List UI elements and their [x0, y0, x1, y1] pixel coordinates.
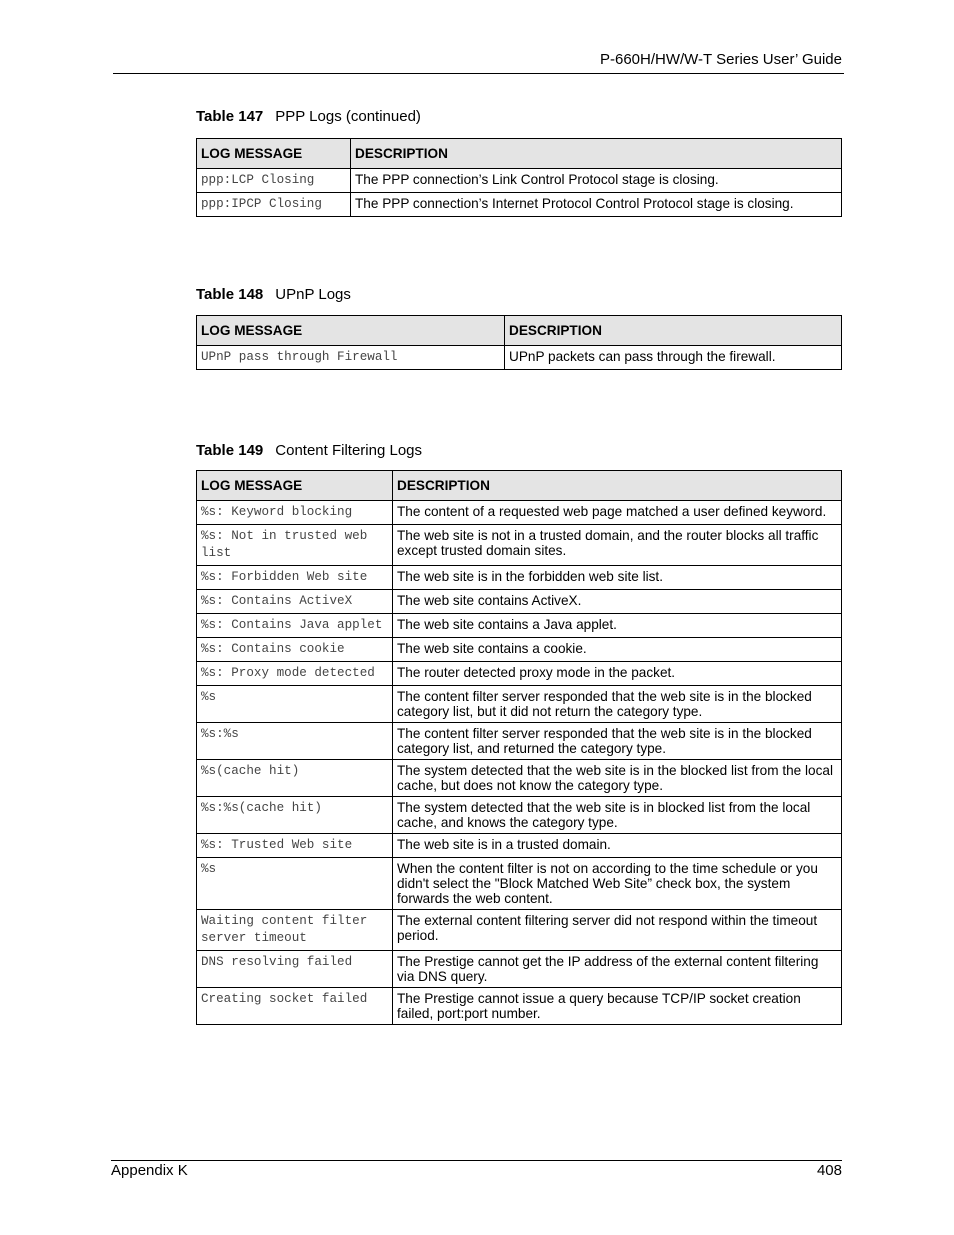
table-row: [197, 910, 842, 951]
table-header-row: [197, 471, 842, 501]
column-header-log-message: LOG MESSAGE: [197, 139, 351, 169]
table-148-number: Table 148: [196, 286, 264, 303]
table-row: [197, 760, 842, 797]
table-row: [197, 723, 842, 760]
table-147-ppp-logs: [196, 138, 842, 217]
table-149-content-filtering-logs: [196, 470, 842, 1025]
description-cell: The Prestige cannot issue a query because TCP/IP socket creation failed, port:port number.: [393, 988, 842, 1025]
column-header-description: DESCRIPTION: [505, 316, 842, 346]
table-147-number: Table 147: [196, 108, 264, 125]
description-cell: The PPP connection’s Internet Protocol Control Protocol stage is closing.: [351, 193, 842, 217]
column-header-description: DESCRIPTION: [393, 471, 842, 501]
log-message-cell: %s: [197, 686, 393, 723]
log-message-cell: Waiting content filter server timeout: [197, 910, 393, 951]
column-header-description: DESCRIPTION: [351, 139, 842, 169]
table-row: [197, 638, 842, 662]
table-149-caption: [196, 442, 422, 459]
description-cell: The web site is in a trusted domain.: [393, 834, 842, 858]
description-cell: The Prestige cannot get the IP address of the external content filtering via DNS query.: [393, 951, 842, 988]
column-header-log-message: LOG MESSAGE: [197, 471, 393, 501]
footer-section-label: Appendix K: [111, 1162, 188, 1179]
log-message-cell: Creating socket failed: [197, 988, 393, 1025]
log-message-cell: DNS resolving failed: [197, 951, 393, 988]
table-row: [197, 797, 842, 834]
description-cell: The web site contains ActiveX.: [393, 590, 842, 614]
log-message-cell: %s: Contains Java applet: [197, 614, 393, 638]
table-row: [197, 590, 842, 614]
table-row: [197, 566, 842, 590]
description-cell: The content of a requested web page matched a user defined keyword.: [393, 501, 842, 525]
log-message-cell: %s: Contains ActiveX: [197, 590, 393, 614]
description-cell: The web site is in the forbidden web site list.: [393, 566, 842, 590]
description-cell: The web site contains a Java applet.: [393, 614, 842, 638]
table-header-row: [197, 316, 842, 346]
description-cell: The system detected that the web site is in the blocked list from the local cache, but does not know the category type.: [393, 760, 842, 797]
table-row: [197, 525, 842, 566]
description-cell: The system detected that the web site is in blocked list from the local cache, and knows the category type.: [393, 797, 842, 834]
table-148-upnp-logs: [196, 315, 842, 370]
table-row: [197, 951, 842, 988]
table-row: [197, 834, 842, 858]
description-cell: The PPP connection’s Link Control Protocol stage is closing.: [351, 169, 842, 193]
table-148-caption: [196, 286, 351, 303]
log-message-cell: %s: Forbidden Web site: [197, 566, 393, 590]
description-cell: The router detected proxy mode in the packet.: [393, 662, 842, 686]
log-message-cell: UPnP pass through Firewall: [197, 346, 505, 370]
description-cell: The content filter server responded that the web site is in the blocked category list, and returned the category type.: [393, 723, 842, 760]
table-149-title: Content Filtering Logs: [275, 442, 423, 459]
log-message-cell: %s: Contains cookie: [197, 638, 393, 662]
description-cell: The content filter server responded that the web site is in the blocked category list, but it did not return the category type.: [393, 686, 842, 723]
table-row: [197, 662, 842, 686]
log-message-cell: %s: Proxy mode detected: [197, 662, 393, 686]
log-message-cell: %s: [197, 858, 393, 910]
log-message-cell: %s:%s(cache hit): [197, 797, 393, 834]
table-149-number: Table 149: [196, 442, 264, 459]
table-row: [197, 686, 842, 723]
page-number: 408: [816, 1162, 842, 1179]
description-cell: When the content filter is not on according to the time schedule or you didn't select the "Block Matched Web Site” check box, the system forwards the web content.: [393, 858, 842, 910]
table-147-caption: [196, 108, 421, 125]
table-row: [197, 501, 842, 525]
table-row: [197, 988, 842, 1025]
log-message-cell: %s: Keyword blocking: [197, 501, 393, 525]
table-148-title: UPnP Logs: [275, 286, 351, 303]
table-147-title: PPP Logs (continued): [275, 108, 421, 125]
table-row: [197, 193, 842, 217]
log-message-cell: ppp:IPCP Closing: [197, 193, 351, 217]
description-cell: The web site is not in a trusted domain, and the router blocks all traffic except trusted domain sites.: [393, 525, 842, 566]
log-message-cell: %s:%s: [197, 723, 393, 760]
table-row: [197, 346, 842, 370]
table-row: [197, 614, 842, 638]
table-row: [197, 169, 842, 193]
log-message-cell: ppp:LCP Closing: [197, 169, 351, 193]
table-row: [197, 858, 842, 910]
header-divider: [113, 73, 844, 74]
log-message-cell: %s: Not in trusted web list: [197, 525, 393, 566]
document-header-title: P-660H/HW/W-T Series User’ Guide: [599, 51, 842, 68]
description-cell: UPnP packets can pass through the firewall.: [505, 346, 842, 370]
column-header-log-message: LOG MESSAGE: [197, 316, 505, 346]
description-cell: The external content filtering server did not respond within the timeout period.: [393, 910, 842, 951]
log-message-cell: %s(cache hit): [197, 760, 393, 797]
table-header-row: [197, 139, 842, 169]
description-cell: The web site contains a cookie.: [393, 638, 842, 662]
log-message-cell: %s: Trusted Web site: [197, 834, 393, 858]
footer-divider: [111, 1160, 842, 1161]
